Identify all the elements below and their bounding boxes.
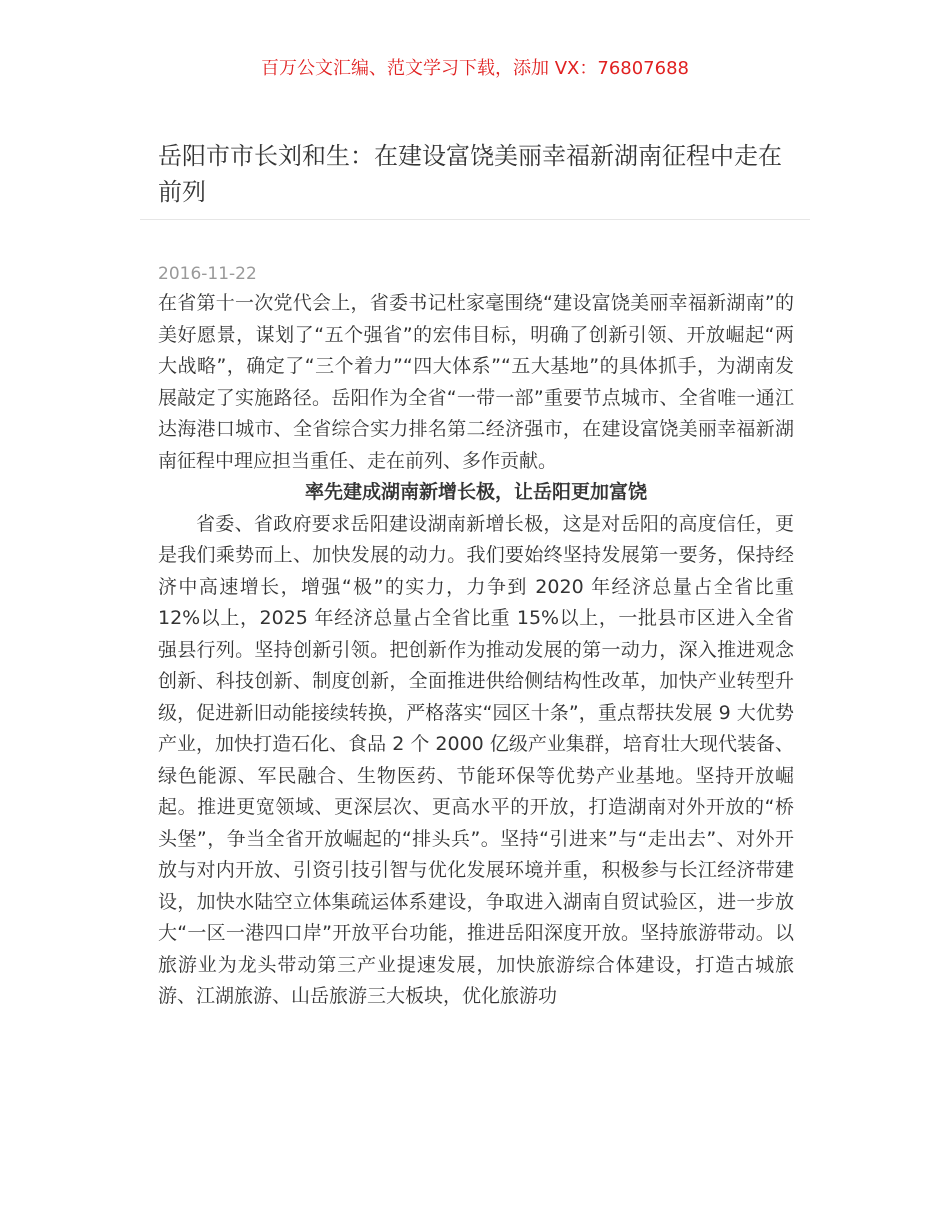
- body-paragraph: 省委、省政府要求岳阳建设湖南新增长极，这是对岳阳的高度信任，更是我们乘势而上、加快发展的动力。我们要始终坚持发展第一要务，保持经济中高速增长，增强“极”的实力，力争到 2020 年经济总量占全省比重 12%以上，2025 年经济总量占全省比重 15%以上，一批县市区进入全省强县行列。坚持创新引领。把创新作为推动发展的第一动力，深入推进观念创新、科技创新、制度创新，全面推进供给侧结构性改革，加快产业转型升级，促进新旧动能接续转换，严格落实“园区十条”，重点帮扶发展 9 大优势产业，加快打造石化、食品 2 个 2000 亿级产业集群，培育壮大现代装备、绿色能源、军民融合、生物医药、节能环保等优势产业基地。坚持开放崛起。推进更宽领域、更深层次、更高水平的开放，打造湖南对外开放的“桥头堡”，争当全省开放崛起的“排头兵”。坚持“引进来”与“走出去”、对外开放与对内开放、引资引技引智与优化发展环境并重，积极参与长江经济带建设，加快水陆空立体集疏运体系建设，争取进入湖南自贸试验区，进一步放大“一区一港四口岸”开放平台功能，推进岳阳深度开放。坚持旅游带动。以旅游业为龙头带动第三产业提速发展，加快旅游综合体建设，打造古城旅游、江湖旅游、山岳旅游三大板块，优化旅游功: [158, 512, 794, 1007]
- promo-banner: 百万公文汇编、范文学习下载，添加 VX：76807688: [261, 58, 689, 79]
- publish-date: 2016-11-22: [158, 264, 257, 284]
- section-heading: 率先建成湖南新增长极，让岳阳更加富饶: [304, 481, 647, 503]
- title-divider: [140, 219, 810, 220]
- intro-paragraph: 在省第十一次党代会上，省委书记杜家毫围绕“建设富饶美丽幸福新湖南”的美好愿景，谋划了“五个强省”的宏伟目标，明确了创新引领、开放崛起“两大战略”，确定了“三个着力”“四大体系”“五大基地”的具体抓手，为湖南发展敲定了实施路径。岳阳作为全省“一带一部”重要节点城市、全省唯一通江达海港口城市、全省综合实力排名第二经济强市，在建设富饶美丽幸福新湖南征程中理应担当重任、走在前列、多作贡献。: [158, 292, 794, 472]
- article-body: [158, 288, 794, 1013]
- article-title: 岳阳市市长刘和生：在建设富饶美丽幸福新湖南征程中走在前列: [158, 142, 782, 206]
